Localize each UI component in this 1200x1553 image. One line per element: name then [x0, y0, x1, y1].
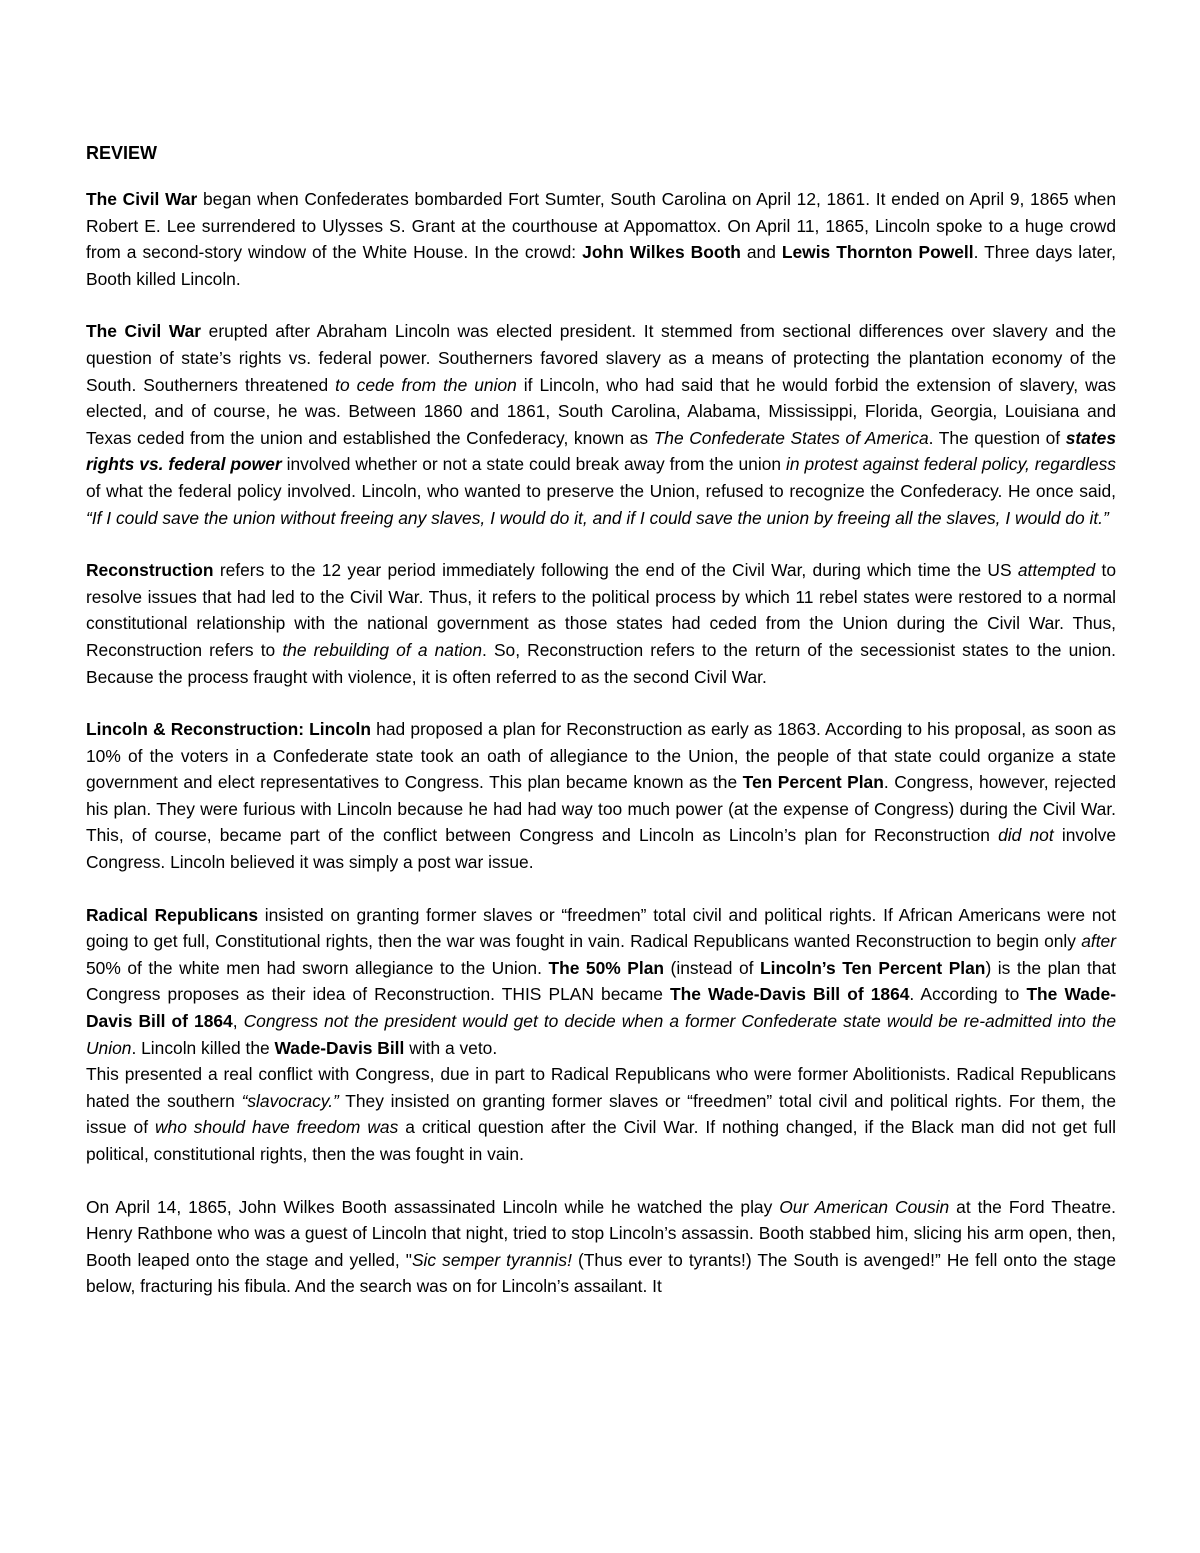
paragraph-civil-war-timeline: [86, 186, 1116, 292]
text-run: John Wilkes Booth: [582, 242, 741, 263]
text-run: involved whether or not a state could break away from the union: [281, 454, 787, 475]
text-run: (instead of: [664, 957, 760, 978]
text-run: began when Confederates bombarded Fort Sumter, South Carolina on April 12, 1861. It ended on April 9, 1865 when Robert E. Lee surrendered to Ulysses S. Grant at the courthouse at Appomattox. On April 11, 1865, Lincoln spoke to a huge crowd from a second-story window of the White House. In the crowd:: [86, 189, 1117, 263]
text-run: “slavocracy.”: [241, 1090, 339, 1111]
document-body: [86, 186, 1116, 1300]
text-run: Sic semper tyrannis!: [411, 1249, 572, 1270]
paragraph-conflict-with-congress: [86, 1061, 1116, 1167]
text-run: to resolve issues that had led to the Civil War. Thus, it refers to the political process by which 11 rebel states were restored to a normal constitutional relationship with the national government as those states had ceded from the Union during the Civil War. Thus, Reconstruction refers to: [86, 560, 1116, 660]
page-title: REVIEW: [86, 143, 158, 163]
text-run: . The question of: [928, 427, 1066, 448]
paragraph-reconstruction: [86, 557, 1116, 690]
text-run: the rebuilding of a nation: [282, 639, 482, 660]
text-run: The Confederate States of America: [653, 427, 929, 448]
text-run: did not: [998, 825, 1054, 846]
text-run: Reconstruction: [86, 560, 214, 581]
text-run: The Wade-Davis Bill of 1864: [670, 984, 910, 1005]
text-run: states rights vs. federal power: [86, 427, 1116, 475]
text-run: ,: [232, 1011, 244, 1032]
text-run: The Civil War: [86, 321, 202, 342]
text-run: On April 14, 1865, John Wilkes Booth assassinated Lincoln while he watched the play: [86, 1196, 780, 1217]
text-run: ) is the plan that Congress proposes as their idea of Reconstruction. THIS PLAN became: [86, 957, 1116, 1005]
text-run: Ten Percent Plan: [742, 772, 884, 793]
text-run: insisted on granting former slaves or “freedmen” total civil and political rights. If African Americans were not going to get full, Constitutional rights, then the war was fought in vain. Radical Republicans wanted Reconstruction to begin only: [86, 904, 1117, 952]
text-run: Congress not the president would get to decide when a former Confederate state would be re-admitted into the Union: [86, 1011, 1116, 1058]
text-run: with a veto.: [404, 1037, 498, 1058]
paragraph-radical-republicans: [86, 902, 1116, 1062]
text-run: Our American Cousin: [779, 1196, 950, 1217]
text-run: 50% of the white men had sworn allegiance to the Union.: [86, 957, 549, 978]
text-run: Lincoln’s Ten Percent Plan: [759, 957, 986, 978]
text-run: involve Congress. Lincoln believed it was simply a post war issue.: [86, 825, 1116, 873]
text-run: Wade-Davis Bill: [274, 1037, 405, 1058]
text-run: refers to the 12 year period immediately following the end of the Civil War, during which time the US: [213, 560, 1018, 581]
text-run: Radical Republicans: [86, 904, 259, 925]
text-run: The Wade-Davis Bill of 1864: [86, 984, 1116, 1032]
text-run: in protest against federal policy, regardless: [786, 454, 1116, 475]
paragraph-lincoln-reconstruction: [86, 716, 1116, 876]
text-run: if Lincoln, who had said that he would forbid the extension of slavery, was elected, and of course, he was. Between 1860 and 1861, South Carolina, Alabama, Mississippi, Florida, Georgia, Louisiana and Texas ceded from the union and established the Confederacy, known as: [86, 374, 1116, 448]
text-run: . Lincoln killed the: [131, 1037, 275, 1058]
text-run: Lewis Thornton Powell: [781, 242, 974, 263]
text-run: The Civil War: [86, 189, 198, 209]
document-page: [86, 140, 1116, 1326]
text-run: of what the federal policy involved. Lincoln, who wanted to preserve the Union, refused to recognize the Confederacy. He once said,: [86, 480, 1116, 501]
text-run: attempted: [1017, 560, 1096, 581]
text-run: Lincoln & Reconstruction: Lincoln: [86, 719, 371, 740]
paragraph-civil-war-causes: [86, 318, 1116, 531]
text-run: . Three days later, Booth killed Lincoln.: [86, 242, 1116, 289]
text-run: “If I could save the union without freeing any slaves, I would do it, and if I could save the union by freeing all the slaves, I would do it.”: [86, 507, 1109, 528]
text-run: at the Ford Theatre. Henry Rathbone who was a guest of Lincoln that night, tried to stop Lincoln’s assassin. Booth stabbed him, slicing his arm open, then, Booth leaped onto the stage and yelled, ": [86, 1196, 1117, 1270]
text-run: The 50% Plan: [548, 957, 664, 978]
text-run: . Congress, however, rejected his plan. They were furious with Lincoln because he had had way too much power (at the expense of Congress) during the Civil War. This, of course, became part of the conflict between Congress and Lincoln as Lincoln’s plan for Reconstruction: [86, 772, 1117, 846]
text-run: after: [1081, 931, 1116, 952]
text-run: and: [740, 242, 782, 263]
text-run: who should have freedom was: [154, 1117, 399, 1138]
text-run: (Thus ever to tyrants!) The South is avenged!” He fell onto the stage below, fracturing his fibula. And the search was on for Lincoln’s assailant. It: [86, 1249, 1117, 1297]
text-run: a critical question after the Civil War. If nothing changed, if the Black man did not get full political, constitutional rights, then the was fought in vain.: [86, 1117, 1116, 1164]
text-run: erupted after Abraham Lincoln was elected president. It stemmed from sectional differences over slavery and the question of state’s rights vs. federal power. Southerners favored slavery as a means of protecting the plantation economy of the South. Southerners threatened: [86, 321, 1117, 395]
text-run: . So, Reconstruction refers to the return of the secessionist states to the union. Because the process fraught with violence, it is often referred to as the second Civil War.: [86, 639, 1116, 687]
text-run: . According to: [909, 984, 1027, 1005]
text-run: had proposed a plan for Reconstruction as early as 1863. According to his proposal, as soon as 10% of the voters in a Confederate state took an oath of allegiance to the Union, the people of that state could organize a state government and elect representatives to Congress. This plan became known as the: [86, 719, 1116, 793]
text-run: They insisted on granting former slaves or “freedmen” total civil and political rights. For them, the issue of: [86, 1090, 1116, 1138]
paragraph-assassination: [86, 1194, 1116, 1300]
text-run: This presented a real conflict with Congress, due in part to Radical Republicans who were former Abolitionists. Radical Republicans hated the southern: [86, 1064, 1116, 1111]
text-run: to cede from the union: [335, 374, 517, 395]
